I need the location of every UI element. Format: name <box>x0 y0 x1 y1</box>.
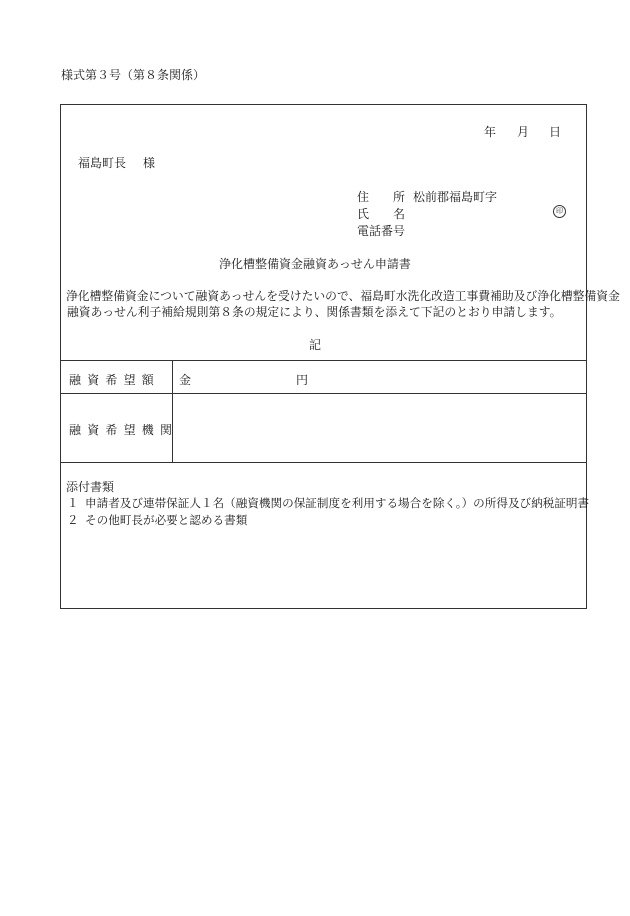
attachments-title: 添付書類 <box>66 480 115 494</box>
loan-amount-unit: 円 <box>296 373 309 387</box>
applicant-phone-label: 電話番号 <box>357 224 406 238</box>
addressee-name: 福島町長 <box>78 156 127 170</box>
attachment-item-text: 申請者及び連帯保証人１名（融資機関の保証制度を利用する場合を除く。）の所得及び納税証明書 <box>85 496 590 510</box>
table-row-divider <box>60 393 587 394</box>
form-number: 様式第３号（第８条関係） <box>61 68 206 82</box>
attachment-item <box>67 512 247 528</box>
date-year-label: 年 <box>484 125 497 139</box>
document-title: 浄化槽整備資金融資あっせん申請書 <box>219 257 411 271</box>
application-statement-line-2: 融資あっせん利子補給規則第８条の規定により、関係書類を添えて下記のとおり申請します。 <box>67 305 562 319</box>
table-bottom-border <box>60 462 587 463</box>
loan-amount-label: 融資希望額 <box>69 373 161 387</box>
table-top-border <box>60 360 587 361</box>
attachment-item-number: ２ <box>67 513 79 527</box>
table-column-divider <box>172 360 173 462</box>
date-month-label: 月 <box>517 125 530 139</box>
applicant-address-label-second: 所 <box>393 190 406 204</box>
attachment-item-number: １ <box>67 496 79 510</box>
application-statement-line-1: 浄化槽整備資金について融資あっせんを受けたいので、福島町水洗化改造工事費補助及び浄化槽整備資金 <box>66 289 620 303</box>
loan-institution-label: 融資希望機関 <box>69 423 179 437</box>
loan-amount-prefix: 金 <box>179 373 192 387</box>
applicant-address-value: 松前郡福島町字 <box>413 190 498 204</box>
attachment-item-text: その他町長が必要と認める書類 <box>85 513 248 527</box>
applicant-name-label-second: 名 <box>393 207 406 221</box>
applicant-address-label-first: 住 <box>357 190 370 204</box>
addressee-honorific: 様 <box>143 156 156 170</box>
attachment-item <box>67 495 589 511</box>
applicant-name-label-first: 氏 <box>357 207 370 221</box>
ki-heading: 記 <box>308 338 321 352</box>
seal-icon: 印 <box>553 205 566 218</box>
date-day-label: 日 <box>549 125 562 139</box>
application-form-frame <box>60 104 590 609</box>
